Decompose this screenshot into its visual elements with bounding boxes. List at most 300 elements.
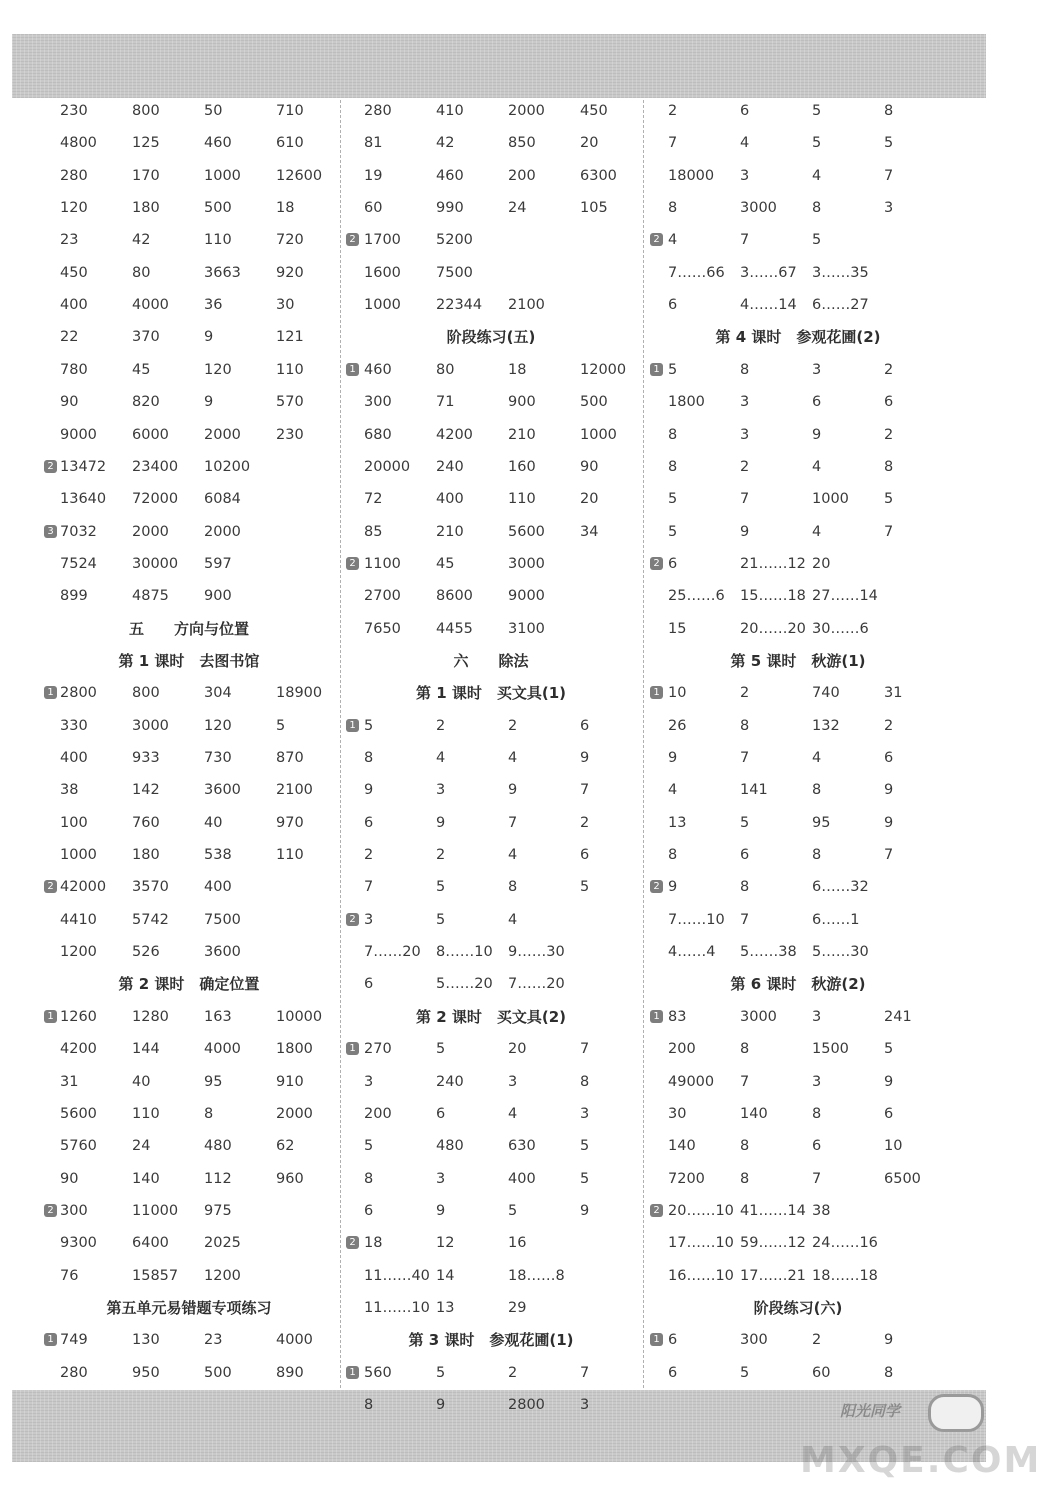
answer-row bbox=[44, 844, 334, 866]
answer-value: 85 bbox=[364, 523, 383, 540]
answer-value: 22344 bbox=[436, 297, 483, 314]
answer-value: 120 bbox=[204, 361, 232, 378]
answer-value: 2000 bbox=[132, 523, 169, 540]
answer-value: 60 bbox=[364, 200, 383, 217]
answer-value: 370 bbox=[132, 329, 160, 346]
answer-value: 9……30 bbox=[508, 944, 565, 961]
answer-value: 4 bbox=[812, 458, 822, 475]
section-heading: 六 除法 bbox=[453, 651, 529, 670]
answer-value: 130 bbox=[132, 1332, 160, 1349]
answer-value: 2025 bbox=[204, 1235, 241, 1252]
question-number-badge: 2 bbox=[650, 233, 663, 246]
answer-row bbox=[44, 1362, 334, 1384]
answer-value: 13 bbox=[668, 814, 687, 831]
answer-row bbox=[346, 197, 636, 219]
answer-value: 7200 bbox=[668, 1170, 705, 1187]
question-number-badge: 1 bbox=[650, 686, 663, 699]
answer-value: 4 bbox=[508, 750, 518, 766]
answer-value: 4000 bbox=[132, 297, 169, 314]
answer-row bbox=[650, 521, 946, 543]
answer-value: 5742 bbox=[132, 911, 169, 928]
answer-row bbox=[346, 294, 636, 316]
answer-value: 5200 bbox=[436, 232, 473, 249]
answer-value: 8 bbox=[884, 458, 894, 475]
answer-value: 20 bbox=[580, 491, 599, 508]
question-number-badge: 3 bbox=[44, 525, 57, 538]
answer-value: 17……21 bbox=[740, 1267, 806, 1284]
answer-row bbox=[346, 585, 636, 607]
answer-row bbox=[346, 100, 636, 122]
answer-row bbox=[346, 1168, 636, 1190]
answer-value: 3 bbox=[740, 394, 750, 411]
answer-row bbox=[346, 456, 636, 478]
question-number-badge: 1 bbox=[650, 363, 663, 376]
answer-value: 24 bbox=[132, 1138, 151, 1155]
answer-value: 18 bbox=[364, 1235, 383, 1252]
answer-value: 210 bbox=[436, 523, 464, 540]
answer-value: 300 bbox=[60, 1202, 88, 1219]
answer-value: 180 bbox=[132, 847, 160, 864]
answer-value: 11000 bbox=[132, 1202, 179, 1219]
answer-value: 5 bbox=[276, 717, 286, 734]
answer-value: 16……10 bbox=[668, 1267, 734, 1284]
answer-row bbox=[44, 1071, 334, 1093]
answer-value: 3……35 bbox=[812, 264, 869, 281]
answer-value: 1200 bbox=[204, 1267, 241, 1284]
answer-value: 24 bbox=[508, 200, 527, 217]
section-heading: 第 4 课时 参观花圃(2) bbox=[715, 328, 881, 347]
answer-row bbox=[650, 294, 946, 316]
answer-value: 5 bbox=[436, 879, 446, 896]
answer-value: 15……18 bbox=[740, 588, 806, 605]
answer-value: 7 bbox=[668, 135, 678, 152]
answer-value: 2100 bbox=[508, 297, 545, 314]
answer-value: 5 bbox=[580, 1138, 590, 1155]
answer-value: 6084 bbox=[204, 491, 241, 508]
answer-value: 4……14 bbox=[740, 297, 797, 314]
answer-value: 6 bbox=[668, 555, 678, 572]
answer-value: 8 bbox=[668, 847, 678, 864]
answer-value: 2 bbox=[740, 685, 750, 702]
answer-value: 5 bbox=[812, 103, 822, 119]
answer-value: 5 bbox=[436, 1041, 446, 1058]
answer-value: 230 bbox=[276, 426, 304, 443]
answer-value: 2 bbox=[740, 458, 750, 475]
answer-value: 6000 bbox=[132, 426, 169, 443]
answer-value: 2800 bbox=[508, 1397, 545, 1413]
answer-value: 3……67 bbox=[740, 264, 797, 281]
answer-value: 144 bbox=[132, 1041, 160, 1058]
answer-row bbox=[346, 715, 636, 737]
answer-value: 5 bbox=[364, 717, 374, 734]
answer-value: 6 bbox=[436, 1105, 446, 1122]
answer-value: 42 bbox=[436, 135, 455, 152]
answer-value: 480 bbox=[436, 1138, 464, 1155]
answer-value: 6400 bbox=[132, 1235, 169, 1252]
answer-value: 30 bbox=[276, 297, 295, 314]
answer-value: 38 bbox=[60, 782, 79, 799]
answer-value: 4 bbox=[740, 135, 750, 152]
answer-value: 230 bbox=[60, 103, 88, 119]
answer-value: 7 bbox=[740, 232, 750, 249]
answer-row bbox=[650, 682, 946, 704]
answer-row bbox=[346, 618, 636, 640]
answer-value: 72000 bbox=[132, 491, 179, 508]
answer-value: 240 bbox=[436, 1073, 464, 1090]
question-number-badge: 2 bbox=[346, 913, 359, 926]
answer-value: 18900 bbox=[276, 685, 323, 702]
answer-value: 1500 bbox=[812, 1041, 849, 1058]
answer-row bbox=[44, 359, 334, 381]
answer-value: 9 bbox=[884, 782, 894, 799]
answer-value: 850 bbox=[508, 135, 536, 152]
answer-value: 7 bbox=[884, 167, 894, 184]
answer-value: 400 bbox=[60, 750, 88, 766]
answer-value: 460 bbox=[364, 361, 392, 378]
answer-value: 8 bbox=[884, 1364, 894, 1381]
answer-value: 100 bbox=[60, 814, 88, 831]
answer-value: 26 bbox=[668, 717, 687, 734]
answer-row bbox=[346, 1071, 636, 1093]
answer-value: 120 bbox=[60, 200, 88, 217]
answer-value: 8 bbox=[364, 1170, 374, 1187]
answer-value: 18 bbox=[508, 361, 527, 378]
answer-row bbox=[44, 1038, 334, 1060]
answer-row bbox=[346, 779, 636, 801]
answer-value: 780 bbox=[60, 361, 88, 378]
answer-value: 304 bbox=[204, 685, 232, 702]
answer-row bbox=[650, 165, 946, 187]
answer-value: 3 bbox=[812, 1008, 822, 1025]
question-number-badge: 1 bbox=[650, 1333, 663, 1346]
answer-row bbox=[650, 1038, 946, 1060]
answer-value: 1600 bbox=[364, 264, 401, 281]
answer-value: 11……10 bbox=[364, 1299, 430, 1316]
answer-value: 5 bbox=[580, 879, 590, 896]
section-heading: 第 1 课时 买文具(1) bbox=[415, 684, 567, 703]
answer-row bbox=[650, 1329, 946, 1351]
answer-value: 3 bbox=[740, 167, 750, 184]
answer-value: 30000 bbox=[132, 555, 179, 572]
answer-row bbox=[346, 553, 636, 575]
answer-badge-icon bbox=[928, 1394, 984, 1432]
section-heading: 五 方向与位置 bbox=[128, 619, 249, 638]
answer-value: 140 bbox=[132, 1170, 160, 1187]
answer-value: 12600 bbox=[276, 167, 323, 184]
answer-value: 8 bbox=[812, 200, 822, 217]
answer-value: 7 bbox=[580, 1041, 590, 1058]
answer-row bbox=[650, 1168, 946, 1190]
answer-value: 81 bbox=[364, 135, 383, 152]
answer-row bbox=[650, 747, 946, 769]
answer-value: 9 bbox=[580, 750, 590, 766]
answer-value: 6 bbox=[884, 750, 894, 766]
answer-value: 7 bbox=[580, 1364, 590, 1381]
answer-value: 597 bbox=[204, 555, 232, 572]
answer-value: 142 bbox=[132, 782, 160, 799]
answer-value: 4 bbox=[812, 750, 822, 766]
answer-row bbox=[44, 1103, 334, 1125]
answer-value: 8 bbox=[740, 1170, 750, 1187]
answer-value: 3000 bbox=[740, 200, 777, 217]
answer-value: 9000 bbox=[508, 588, 545, 605]
answer-value: 5 bbox=[508, 1202, 518, 1219]
answer-value: 1000 bbox=[60, 847, 97, 864]
answer-value: 200 bbox=[508, 167, 536, 184]
answer-value: 2 bbox=[508, 717, 518, 734]
answer-row bbox=[44, 553, 334, 575]
answer-value: 21……12 bbox=[740, 555, 806, 572]
answer-value: 730 bbox=[204, 750, 232, 766]
answer-row bbox=[44, 779, 334, 801]
answer-value: 110 bbox=[132, 1105, 160, 1122]
answer-value: 2 bbox=[436, 717, 446, 734]
answer-row bbox=[346, 973, 636, 995]
answer-value: 9 bbox=[580, 1202, 590, 1219]
answer-value: 3 bbox=[812, 1073, 822, 1090]
answer-row bbox=[650, 1200, 946, 1222]
answer-value: 5600 bbox=[508, 523, 545, 540]
answer-row bbox=[346, 844, 636, 866]
answer-value: 400 bbox=[204, 879, 232, 896]
answer-row bbox=[44, 262, 334, 284]
answer-value: 2 bbox=[884, 426, 894, 443]
question-number-badge: 1 bbox=[346, 1042, 359, 1055]
answer-value: 6500 bbox=[884, 1170, 921, 1187]
answer-value: 4455 bbox=[436, 620, 473, 637]
answer-value: 7 bbox=[580, 782, 590, 799]
answer-value: 8600 bbox=[436, 588, 473, 605]
answer-value: 4 bbox=[668, 232, 678, 249]
answer-value: 8 bbox=[812, 782, 822, 799]
answer-value: 30……6 bbox=[812, 620, 869, 637]
answer-row bbox=[346, 165, 636, 187]
answer-value: 170 bbox=[132, 167, 160, 184]
answer-value: 4410 bbox=[60, 911, 97, 928]
answer-row bbox=[346, 521, 636, 543]
question-number-badge: 2 bbox=[44, 880, 57, 893]
answer-row bbox=[650, 1006, 946, 1028]
answer-value: 1700 bbox=[364, 232, 401, 249]
answer-value: 400 bbox=[60, 297, 88, 314]
answer-row bbox=[650, 132, 946, 154]
answer-row bbox=[44, 488, 334, 510]
answer-value: 8 bbox=[204, 1105, 214, 1122]
answer-row bbox=[346, 132, 636, 154]
section-heading: 第 6 课时 秋游(2) bbox=[730, 975, 866, 994]
answer-value: 9 bbox=[204, 394, 214, 411]
answer-value: 4200 bbox=[436, 426, 473, 443]
answer-value: 8 bbox=[668, 426, 678, 443]
answer-value: 2000 bbox=[204, 523, 241, 540]
answer-value: 5 bbox=[884, 491, 894, 508]
answer-row bbox=[346, 1200, 636, 1222]
answer-row bbox=[346, 1103, 636, 1125]
answer-value: 7524 bbox=[60, 555, 97, 572]
answer-value: 30 bbox=[668, 1105, 687, 1122]
answer-value: 2 bbox=[364, 847, 374, 864]
answer-value: 6 bbox=[668, 1364, 678, 1381]
question-number-badge: 2 bbox=[44, 1204, 57, 1217]
answer-value: 18……8 bbox=[508, 1267, 565, 1284]
answer-value: 500 bbox=[204, 1364, 232, 1381]
answer-value: 22 bbox=[60, 329, 79, 346]
answer-row bbox=[44, 100, 334, 122]
answer-row bbox=[650, 1362, 946, 1384]
answer-value: 9 bbox=[812, 426, 822, 443]
answer-value: 19 bbox=[364, 167, 383, 184]
answer-row bbox=[44, 1006, 334, 1028]
answer-value: 20 bbox=[580, 135, 599, 152]
answer-value: 7 bbox=[740, 491, 750, 508]
answer-value: 9 bbox=[436, 1202, 446, 1219]
answer-value: 3 bbox=[884, 200, 894, 217]
answer-row bbox=[650, 585, 946, 607]
question-number-badge: 1 bbox=[346, 363, 359, 376]
section-heading: 第 1 课时 去图书馆 bbox=[118, 651, 260, 670]
answer-value: 121 bbox=[276, 329, 304, 346]
answer-value: 760 bbox=[132, 814, 160, 831]
answer-value: 740 bbox=[812, 685, 840, 702]
answer-value: 900 bbox=[204, 588, 232, 605]
answer-value: 125 bbox=[132, 135, 160, 152]
answer-value: 25……6 bbox=[668, 588, 725, 605]
answer-value: 570 bbox=[276, 394, 304, 411]
answer-value: 300 bbox=[364, 394, 392, 411]
column-divider bbox=[643, 100, 644, 1388]
answer-value: 62 bbox=[276, 1138, 295, 1155]
answer-row bbox=[650, 1071, 946, 1093]
section-heading: 阶段练习(五) bbox=[446, 328, 536, 347]
answer-value: 4200 bbox=[60, 1041, 97, 1058]
answer-value: 40 bbox=[132, 1073, 151, 1090]
answer-value: 4 bbox=[508, 911, 518, 928]
answer-value: 141 bbox=[740, 782, 768, 799]
answer-value: 241 bbox=[884, 1008, 912, 1025]
answer-value: 3 bbox=[580, 1397, 590, 1413]
answer-value: 749 bbox=[60, 1332, 88, 1349]
answer-value: 4 bbox=[668, 782, 678, 799]
answer-value: 7……20 bbox=[364, 944, 421, 961]
answer-row bbox=[346, 1394, 636, 1416]
answer-value: 7500 bbox=[204, 911, 241, 928]
answer-value: 280 bbox=[60, 1364, 88, 1381]
answer-value: 240 bbox=[436, 458, 464, 475]
answer-value: 72 bbox=[364, 491, 383, 508]
answer-value: 34 bbox=[580, 523, 599, 540]
answer-value: 110 bbox=[204, 232, 232, 249]
answer-value: 270 bbox=[364, 1041, 392, 1058]
answer-value: 3663 bbox=[204, 264, 241, 281]
answer-row bbox=[650, 262, 946, 284]
question-number-badge: 1 bbox=[346, 719, 359, 732]
answer-value: 526 bbox=[132, 944, 160, 961]
answer-row bbox=[650, 618, 946, 640]
answer-value: 9000 bbox=[60, 426, 97, 443]
answer-value: 3100 bbox=[508, 620, 545, 637]
answer-row bbox=[346, 941, 636, 963]
answer-value: 31 bbox=[60, 1073, 79, 1090]
answer-value: 20 bbox=[812, 555, 831, 572]
question-number-badge: 1 bbox=[346, 1366, 359, 1379]
answer-value: 31 bbox=[884, 685, 903, 702]
answer-row bbox=[650, 488, 946, 510]
answer-value: 9 bbox=[884, 1332, 894, 1349]
section-heading: 第 2 课时 买文具(2) bbox=[415, 1007, 567, 1026]
answer-value: 18……18 bbox=[812, 1267, 878, 1284]
answer-row bbox=[44, 197, 334, 219]
answer-value: 8 bbox=[740, 1138, 750, 1155]
answer-value: 2 bbox=[668, 103, 678, 119]
answer-row bbox=[44, 132, 334, 154]
answer-value: 8 bbox=[508, 879, 518, 896]
answer-row bbox=[44, 812, 334, 834]
answer-value: 8 bbox=[740, 717, 750, 734]
answer-value: 4……4 bbox=[668, 944, 716, 961]
answer-value: 76 bbox=[60, 1267, 79, 1284]
answer-value: 400 bbox=[508, 1170, 536, 1187]
answer-value: 160 bbox=[508, 458, 536, 475]
answer-value: 6 bbox=[668, 1332, 678, 1349]
answer-value: 9 bbox=[740, 523, 750, 540]
answer-value: 7……20 bbox=[508, 976, 565, 993]
answer-value: 910 bbox=[276, 1073, 304, 1090]
answer-value: 6 bbox=[668, 297, 678, 314]
question-number-badge: 2 bbox=[44, 460, 57, 473]
answer-value: 163 bbox=[204, 1008, 232, 1025]
answer-value: 6……32 bbox=[812, 879, 869, 896]
brand-logo: 阳光同学 bbox=[840, 1402, 901, 1420]
answer-value: 18 bbox=[276, 200, 295, 217]
answer-value: 49000 bbox=[668, 1073, 715, 1090]
answer-row bbox=[346, 359, 636, 381]
answer-value: 610 bbox=[276, 135, 304, 152]
answer-value: 15 bbox=[668, 620, 687, 637]
answer-value: 120 bbox=[204, 717, 232, 734]
answer-value: 2 bbox=[436, 847, 446, 864]
answer-value: 200 bbox=[668, 1041, 696, 1058]
answer-value: 2700 bbox=[364, 588, 401, 605]
answer-value: 400 bbox=[436, 491, 464, 508]
answer-value: 5 bbox=[364, 1138, 374, 1155]
answer-value: 60 bbox=[812, 1364, 831, 1381]
answer-value: 3600 bbox=[204, 944, 241, 961]
answer-row bbox=[650, 909, 946, 931]
answer-value: 300 bbox=[740, 1332, 768, 1349]
answer-value: 3 bbox=[436, 782, 446, 799]
answer-value: 5……20 bbox=[436, 976, 493, 993]
answer-row bbox=[346, 424, 636, 446]
answer-value: 140 bbox=[740, 1105, 768, 1122]
answer-value: 5 bbox=[668, 361, 678, 378]
answer-value: 41……14 bbox=[740, 1202, 806, 1219]
answer-value: 10 bbox=[668, 685, 687, 702]
answer-value: 9 bbox=[436, 814, 446, 831]
answer-value: 3 bbox=[740, 426, 750, 443]
answer-value: 13640 bbox=[60, 491, 107, 508]
answer-value: 3 bbox=[364, 1073, 374, 1090]
answer-value: 10 bbox=[884, 1138, 903, 1155]
answer-value: 11……40 bbox=[364, 1267, 430, 1284]
answer-value: 710 bbox=[276, 103, 304, 119]
answer-row bbox=[650, 812, 946, 834]
answer-value: 820 bbox=[132, 394, 160, 411]
answer-value: 112 bbox=[204, 1170, 232, 1187]
answer-row bbox=[346, 1232, 636, 1254]
answer-row bbox=[44, 229, 334, 251]
answer-value: 50 bbox=[204, 103, 223, 119]
answer-value: 110 bbox=[276, 847, 304, 864]
